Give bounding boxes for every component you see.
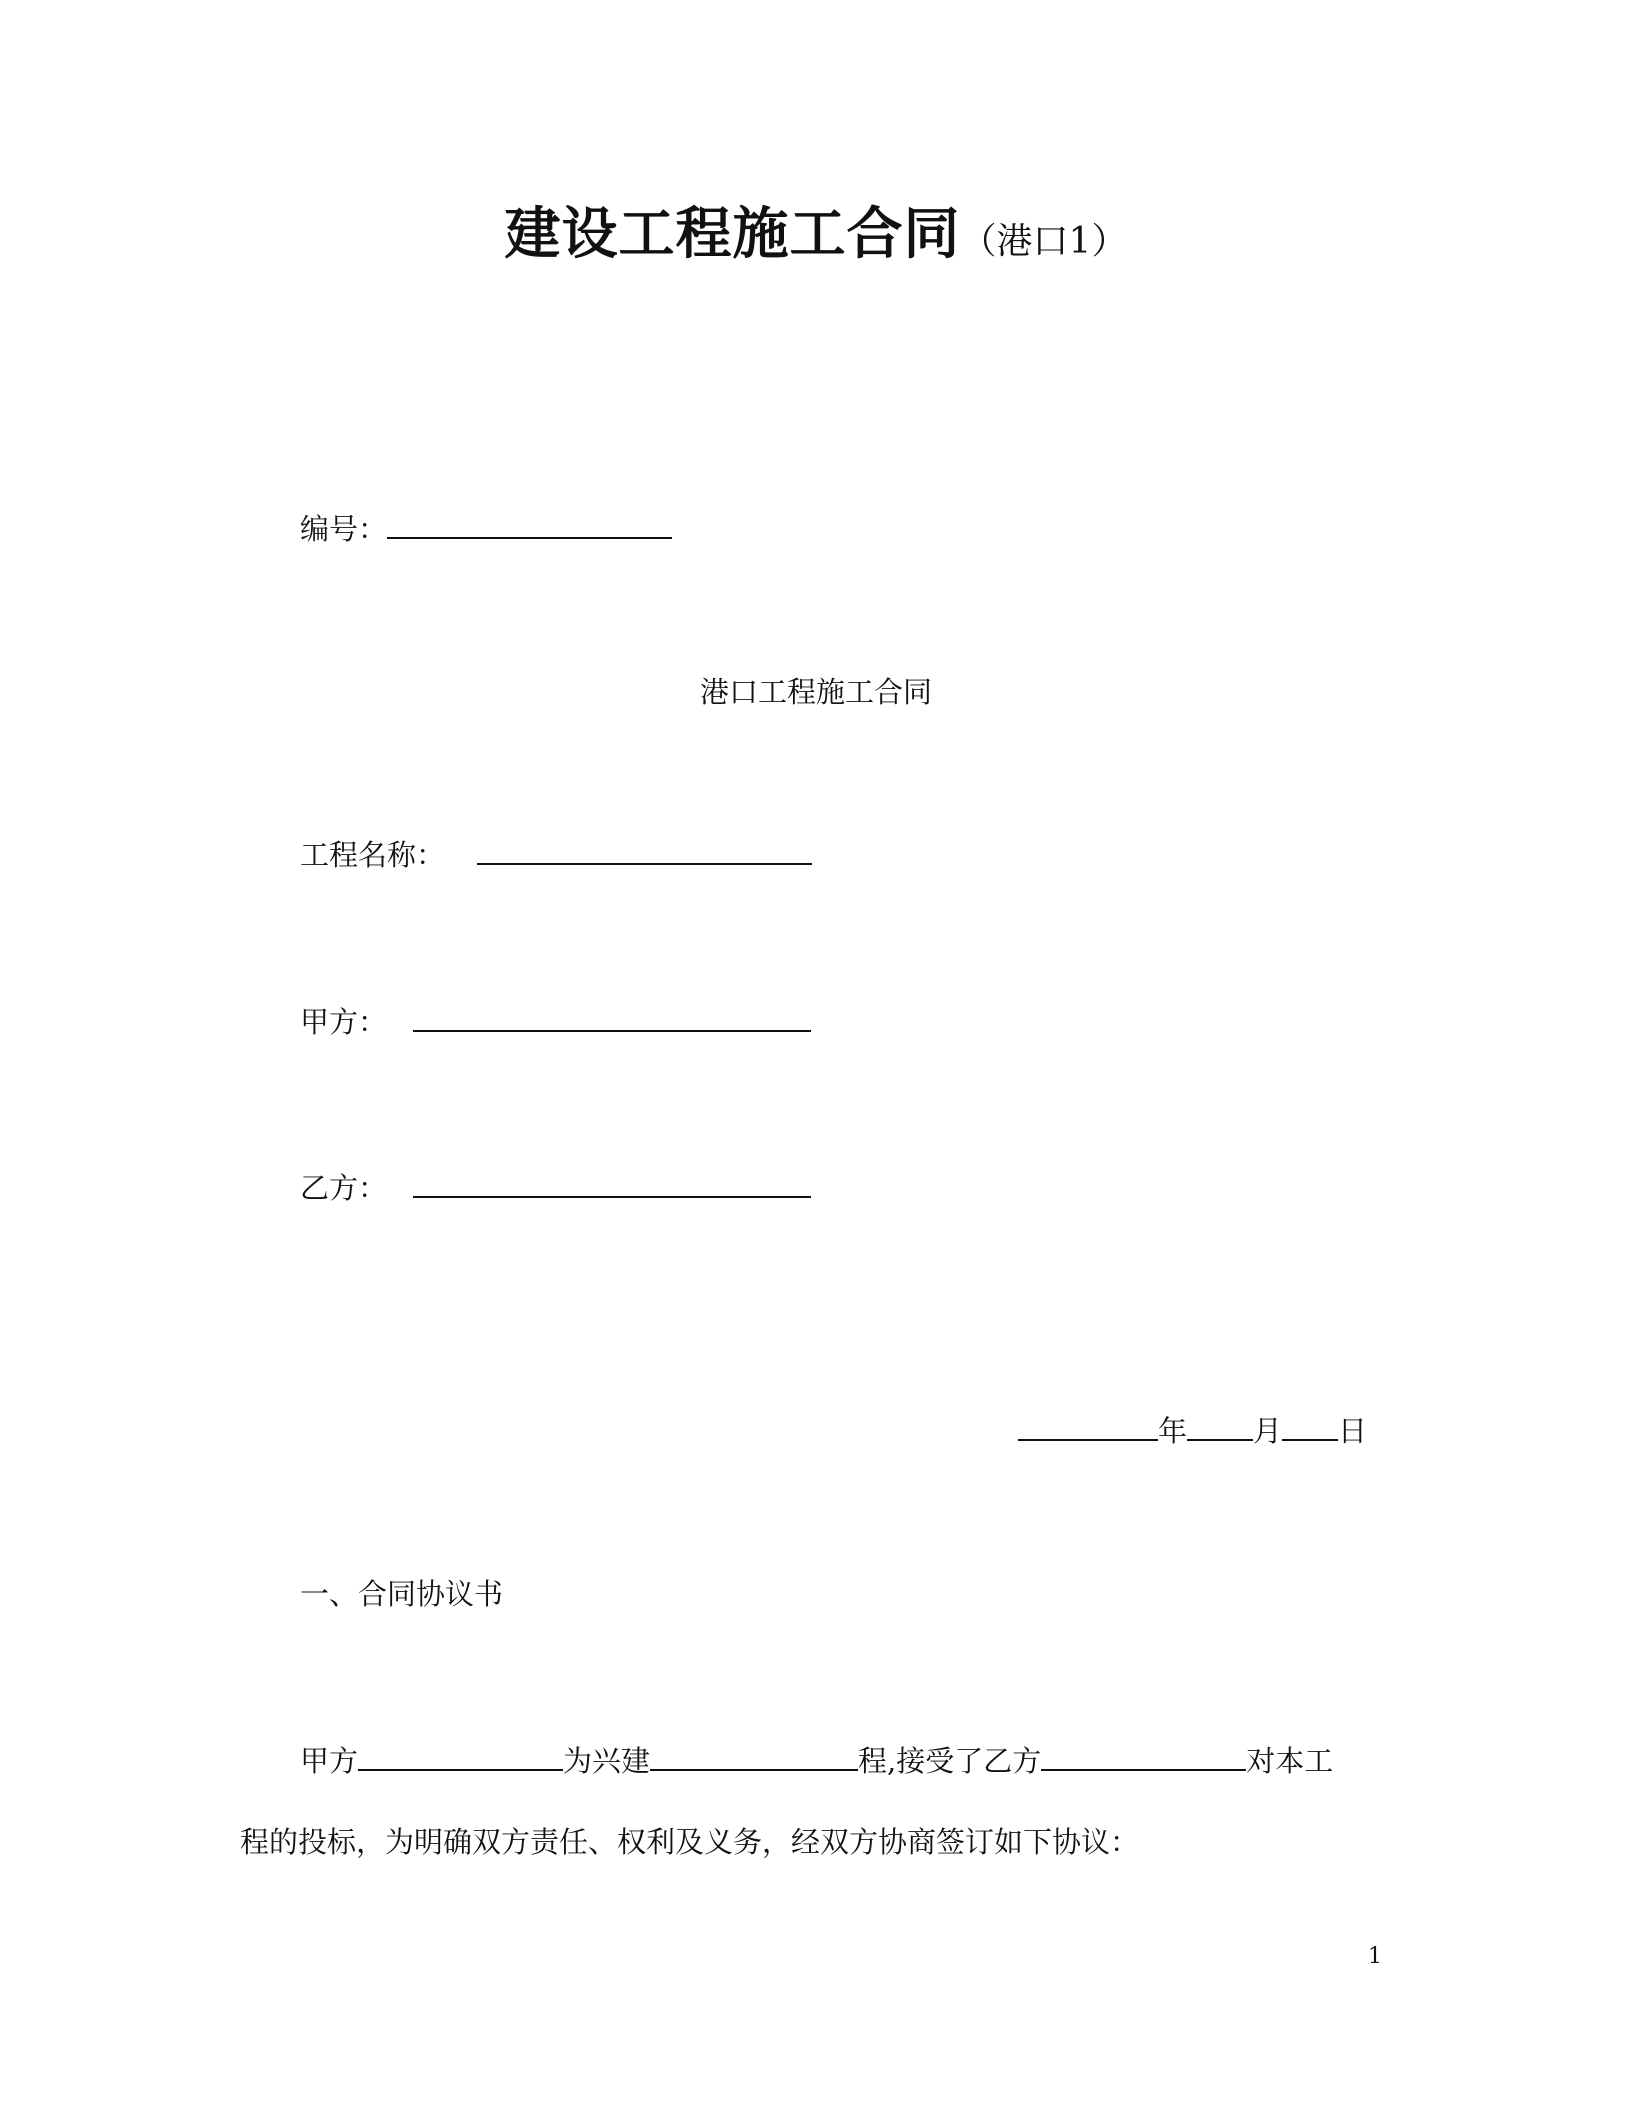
project-blank (650, 1739, 858, 1771)
day-label: 日 (1338, 1414, 1368, 1448)
agreement-paragraph-line2: 程的投标，为明确双方责任、权利及义务，经双方协商签订如下协议： (240, 1825, 1140, 1859)
project-name-blank (477, 833, 812, 865)
party-b-field (300, 1166, 811, 1208)
month-blank (1187, 1409, 1253, 1441)
contract-subtitle: 港口工程施工合同 (699, 675, 932, 709)
contract-number-label: 编号： (300, 512, 388, 546)
party-a-label: 甲方： (300, 1005, 388, 1039)
paragraph-part2: 为兴建 (563, 1744, 651, 1778)
document-title (0, 190, 1632, 270)
month-label: 月 (1253, 1414, 1283, 1448)
date-line (1018, 1409, 1367, 1451)
page-number: 1 (1368, 1944, 1382, 1969)
project-name-field (300, 833, 812, 875)
contract-number-blank (387, 507, 672, 539)
project-name-label: 工程名称： (300, 838, 446, 872)
year-blank (1018, 1409, 1158, 1441)
party-b-label: 乙方： (300, 1171, 388, 1205)
paragraph-part4: 对本工 (1246, 1744, 1334, 1778)
title-main: 建设工程施工合同 (504, 202, 961, 267)
paragraph-part1: 甲方 (300, 1744, 359, 1778)
day-blank (1282, 1409, 1338, 1441)
section-heading: 一、合同协议书 (300, 1577, 504, 1611)
party-a-blank (413, 1000, 811, 1032)
party-b-name-blank (1041, 1739, 1246, 1771)
title-sub: （港口1） (960, 221, 1128, 262)
contract-number-field (300, 507, 672, 549)
agreement-paragraph-line1 (300, 1739, 1333, 1781)
party-b-blank (413, 1166, 811, 1198)
party-a-field (300, 1000, 811, 1042)
party-a-name-blank (358, 1739, 563, 1771)
year-label: 年 (1158, 1414, 1188, 1448)
paragraph-part3: 程,接受了乙方 (858, 1744, 1042, 1778)
